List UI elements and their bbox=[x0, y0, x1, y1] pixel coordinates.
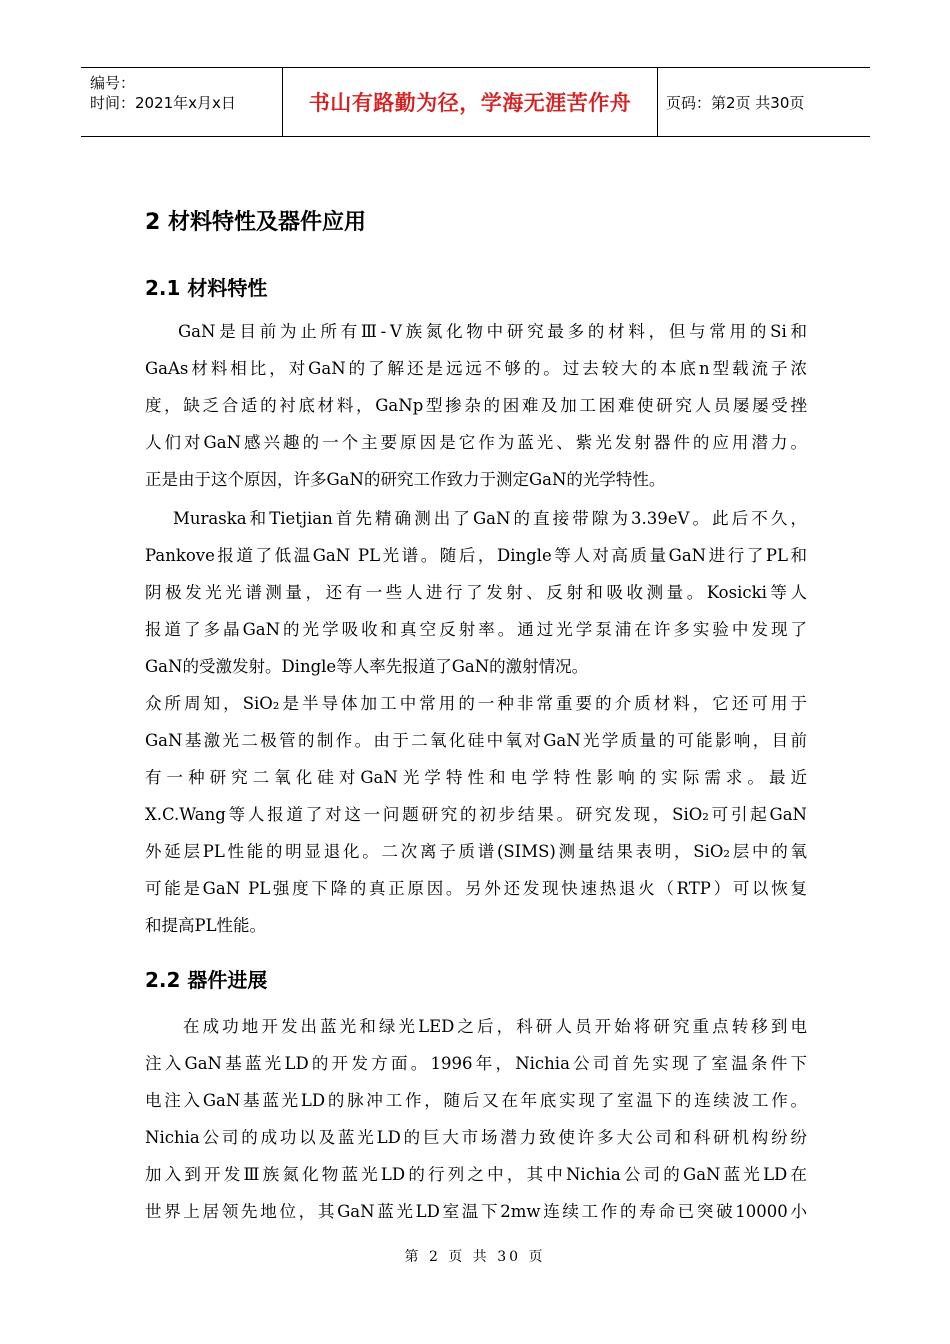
text-line: 有一种研究二氧化硅对GaN光学特性和电学特性影响的实际需求。最近 bbox=[145, 768, 807, 787]
text-line: 可能是GaN PL强度下降的真正原因。另外还发现快速热退火（RTP）可以恢复 bbox=[145, 879, 807, 898]
header-page-cell bbox=[658, 68, 870, 136]
text-line: 在成功地开发出蓝光和绿光LED之后，科研人员开始将研究重点转移到电 bbox=[183, 1017, 807, 1036]
section-title: 2 材料特性及器件应用 bbox=[145, 210, 366, 235]
text-line: Muraska和Tietjian首先精确测出了GaN的直接带隙为3.39eV。此后不久， bbox=[173, 509, 807, 528]
paragraph-device-progress bbox=[145, 1008, 807, 1230]
text-line: GaAs材料相比，对GaN的了解还是远远不够的。过去较大的本底n型载流子浓 bbox=[145, 359, 807, 378]
motto-text: 书山有路勤为径，学海无涯苦作舟 bbox=[308, 91, 632, 115]
text-line: 世界上居领先地位，其GaN蓝光LD室温下2mw连续工作的寿命已突破10000小 bbox=[145, 1202, 807, 1221]
document-time: 时间：2021年x月x日 bbox=[90, 94, 236, 112]
paragraph-optical-research bbox=[145, 500, 807, 685]
page-indicator: 页码：第2页 共30页 bbox=[666, 93, 805, 112]
text-line: GaN基激光二极管的制作。由于二氧化硅中氧对GaN光学质量的可能影响，目前 bbox=[145, 731, 807, 750]
subsection-title-devices: 2.2 器件进展 bbox=[145, 968, 268, 992]
document-number: 编号： bbox=[90, 74, 136, 92]
text-line: 和提高PL性能。 bbox=[145, 916, 267, 935]
text-line: 度，缺乏合适的衬底材料，GaNp型掺杂的困难及加工困难使研究人员屡屡受挫 bbox=[145, 396, 807, 415]
page-footer bbox=[0, 1246, 950, 1266]
text-line: GaN是目前为止所有Ⅲ-Ⅴ族氮化物中研究最多的材料，但与常用的Si和 bbox=[178, 322, 807, 341]
header-motto-cell bbox=[283, 68, 658, 136]
subsection-title-materials: 2.1 材料特性 bbox=[145, 276, 268, 300]
text-line: 众所周知，SiO₂是半导体加工中常用的一种非常重要的介质材料，它还可用于 bbox=[145, 694, 807, 713]
text-line: 外延层PL性能的明显退化。二次离子质谱(SIMS)测量结果表明，SiO₂层中的氧 bbox=[145, 842, 807, 861]
text-line: Pankove报道了低温GaN PL光谱。随后，Dingle等人对高质量GaN进行了PL和 bbox=[145, 546, 807, 565]
text-line: 阴极发光光谱测量，还有一些人进行了发射、反射和吸收测量。Kosicki等人 bbox=[145, 583, 807, 602]
text-line: 加入到开发Ⅲ族氮化物蓝光LD的行列之中，其中Nichia公司的GaN蓝光LD在 bbox=[145, 1165, 807, 1184]
text-line: 报道了多晶GaN的光学吸收和真空反射率。通过光学泵浦在许多实验中发现了 bbox=[145, 620, 807, 639]
text-line: Nichia公司的成功以及蓝光LD的巨大市场潜力致使许多大公司和科研机构纷纷 bbox=[145, 1128, 807, 1147]
header-info-cell bbox=[81, 68, 283, 136]
paragraph-materials-intro bbox=[145, 313, 807, 498]
header-table bbox=[81, 67, 870, 137]
text-line: 注入GaN基蓝光LD的开发方面。1996年，Nichia公司首先实现了室温条件下 bbox=[145, 1054, 807, 1073]
text-line: X.C.Wang等人报道了对这一问题研究的初步结果。研究发现，SiO₂可引起GaN bbox=[145, 805, 807, 824]
text-line: GaN的受激发射。Dingle等人率先报道了GaN的激射情况。 bbox=[145, 657, 589, 676]
paragraph-sio2 bbox=[145, 685, 807, 944]
text-line: 正是由于这个原因，许多GaN的研究工作致力于测定GaN的光学特性。 bbox=[145, 470, 666, 489]
text-line: 电注入GaN基蓝光LD的脉冲工作，随后又在年底实现了室温下的连续波工作。 bbox=[145, 1091, 807, 1110]
footer-page-number: 第 2 页 共 30 页 bbox=[404, 1249, 546, 1265]
text-line: 人们对GaN感兴趣的一个主要原因是它作为蓝光、紫光发射器件的应用潜力。 bbox=[145, 433, 807, 452]
